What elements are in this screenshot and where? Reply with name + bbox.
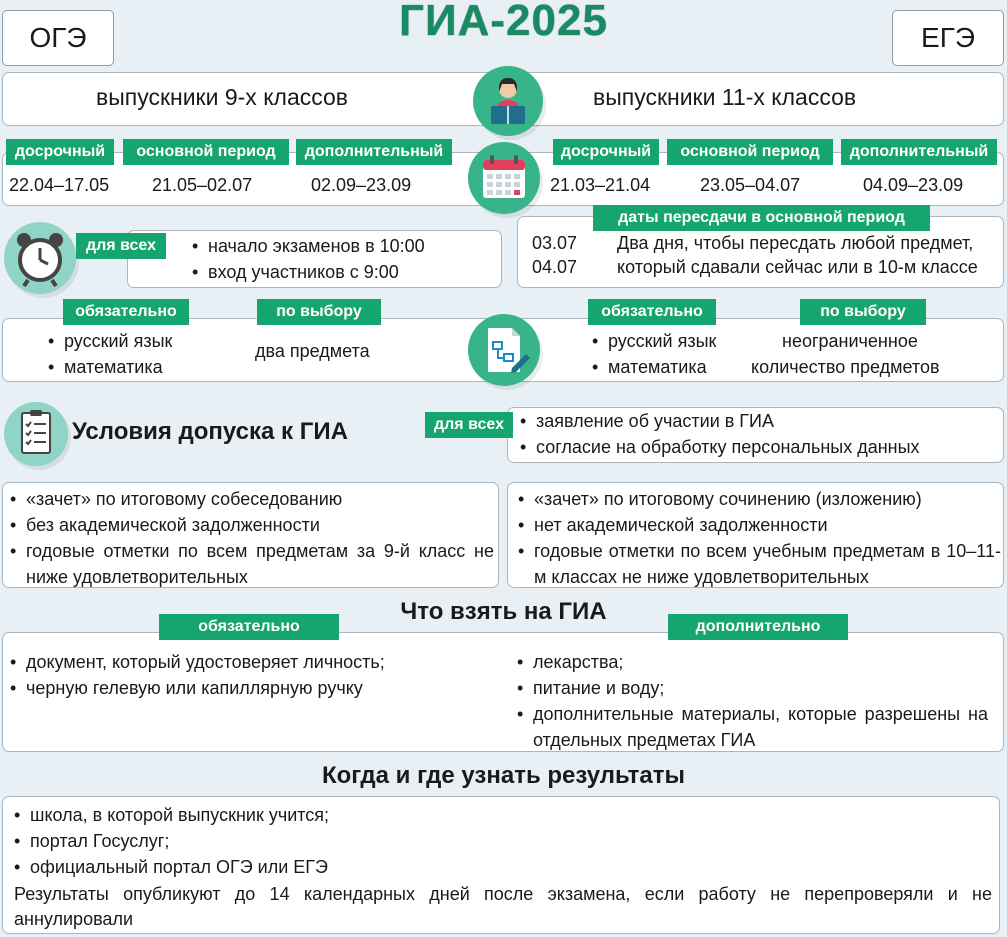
ege-period-early-tag: досрочный — [553, 139, 659, 165]
list-item: • «зачет» по итоговому собеседованию — [6, 486, 494, 512]
list-item: • начало экзаменов в 10:00 — [188, 233, 425, 259]
ege-mandatory-list — [588, 328, 716, 380]
ege-label: ЕГЭ — [921, 22, 975, 53]
list-item: • документ, который удостоверяет личность; — [6, 649, 385, 675]
retake-date-2: 04.07 — [532, 257, 578, 277]
retakes-tag: даты пересдачи в основной период — [593, 205, 930, 231]
times-tag: для всех — [76, 233, 166, 259]
list-item: • годовые отметки по всем учебным предметам в 10–11-м классах не ниже удовлетворительных — [514, 538, 1001, 590]
page-title: ГИА-2025 — [399, 0, 608, 45]
retake-date-1: 03.07 — [532, 233, 578, 253]
list-item: • школа, в которой выпускник учится; — [10, 802, 329, 828]
document-pen-icon — [468, 314, 540, 386]
admission-oge-list — [6, 486, 494, 590]
take-extra-list — [513, 649, 988, 753]
admission-all-list — [516, 408, 920, 460]
graduates-ege: выпускники 11-х классов — [593, 84, 857, 110]
ege-period-extra-dates: 04.09–23.09 — [863, 175, 964, 195]
list-item: • «зачет» по итоговому сочинению (изложению) — [514, 486, 1001, 512]
list-item: • без академической задолженности — [6, 512, 494, 538]
retake-text-1: Два дня, чтобы пересдать любой предмет, — [617, 233, 974, 253]
oge-label: ОГЭ — [29, 22, 87, 53]
list-item: • согласие на обработку персональных данных — [516, 434, 920, 460]
oge-period-main-dates: 21.05–02.07 — [152, 175, 253, 195]
list-item: • официальный портал ОГЭ или ЕГЭ — [10, 854, 329, 880]
list-item: • нет академической задолженности — [514, 512, 1001, 538]
graduates-oge: выпускники 9-х классов — [96, 84, 349, 110]
admission-ege-list — [514, 486, 1001, 590]
oge-mandatory-list — [44, 328, 172, 380]
ege-period-main-tag: основной период — [667, 139, 833, 165]
reader-icon-circle — [473, 66, 543, 136]
admission-heading: Условия допуска к ГИА — [72, 418, 348, 445]
list-item: • русский язык — [44, 328, 172, 354]
alarm-clock-icon — [4, 222, 76, 294]
oge-period-early-tag: досрочный — [6, 139, 114, 165]
take-mandatory-list — [6, 649, 385, 701]
oge-choice-tag: по выбору — [257, 299, 381, 325]
take-mandatory-tag: обязательно — [159, 614, 339, 640]
list-item: • лекарства; — [513, 649, 988, 675]
list-item: • заявление об участии в ГИА — [516, 408, 920, 434]
document-pen-icon-circle — [468, 314, 540, 386]
reader-icon — [473, 66, 543, 136]
oge-choice-text: два предмета — [255, 341, 370, 361]
list-item: • дополнительные материалы, которые разрешены на отдельных предметах ГИА — [513, 701, 988, 753]
checklist-icon — [4, 402, 68, 466]
oge-period-main-tag: основной период — [123, 139, 289, 165]
results-note: Результаты опубликуют до 14 календарных дней после экзамена, если работу не перепроверяли и не аннулировали — [14, 884, 992, 929]
take-heading: Что взять на ГИА — [400, 598, 607, 625]
take-extra-tag: дополнительно — [668, 614, 848, 640]
oge-mandatory-tag: обязательно — [63, 299, 189, 325]
ege-choice-line-1: неограниченное — [782, 331, 918, 351]
ege-period-early-dates: 21.03–21.04 — [550, 175, 651, 195]
results-heading: Когда и где узнать результаты — [322, 762, 685, 789]
ege-period-extra-tag: дополнительный — [841, 139, 997, 165]
checklist-icon-circle — [4, 402, 68, 466]
results-list — [10, 802, 329, 880]
list-item: • вход участников с 9:00 — [188, 259, 425, 285]
calendar-icon — [468, 142, 540, 214]
list-item: • математика — [44, 354, 172, 380]
calendar-icon-circle — [468, 142, 540, 214]
list-item: • питание и воду; — [513, 675, 988, 701]
ege-choice-tag: по выбору — [800, 299, 926, 325]
oge-period-early-dates: 22.04–17.05 — [9, 175, 110, 195]
list-item: • русский язык — [588, 328, 716, 354]
oge-period-extra-tag: дополнительный — [296, 139, 452, 165]
list-item: • черную гелевую или капиллярную ручку — [6, 675, 385, 701]
retake-text-2: который сдавали сейчас или в 10-м классе — [617, 257, 978, 277]
admission-all-tag: для всех — [425, 412, 513, 438]
ege-mandatory-tag: обязательно — [588, 299, 716, 325]
ege-choice-line-2: количество предметов — [751, 357, 940, 377]
list-item: • годовые отметки по всем предметам за 9-й класс не ниже удовлетворительных — [6, 538, 494, 590]
alarm-clock-icon-circle — [4, 222, 76, 294]
list-item: • математика — [588, 354, 716, 380]
ege-period-main-dates: 23.05–04.07 — [700, 175, 801, 195]
times-list — [188, 233, 425, 285]
oge-period-extra-dates: 02.09–23.09 — [311, 175, 412, 195]
list-item: • портал Госуслуг; — [10, 828, 329, 854]
